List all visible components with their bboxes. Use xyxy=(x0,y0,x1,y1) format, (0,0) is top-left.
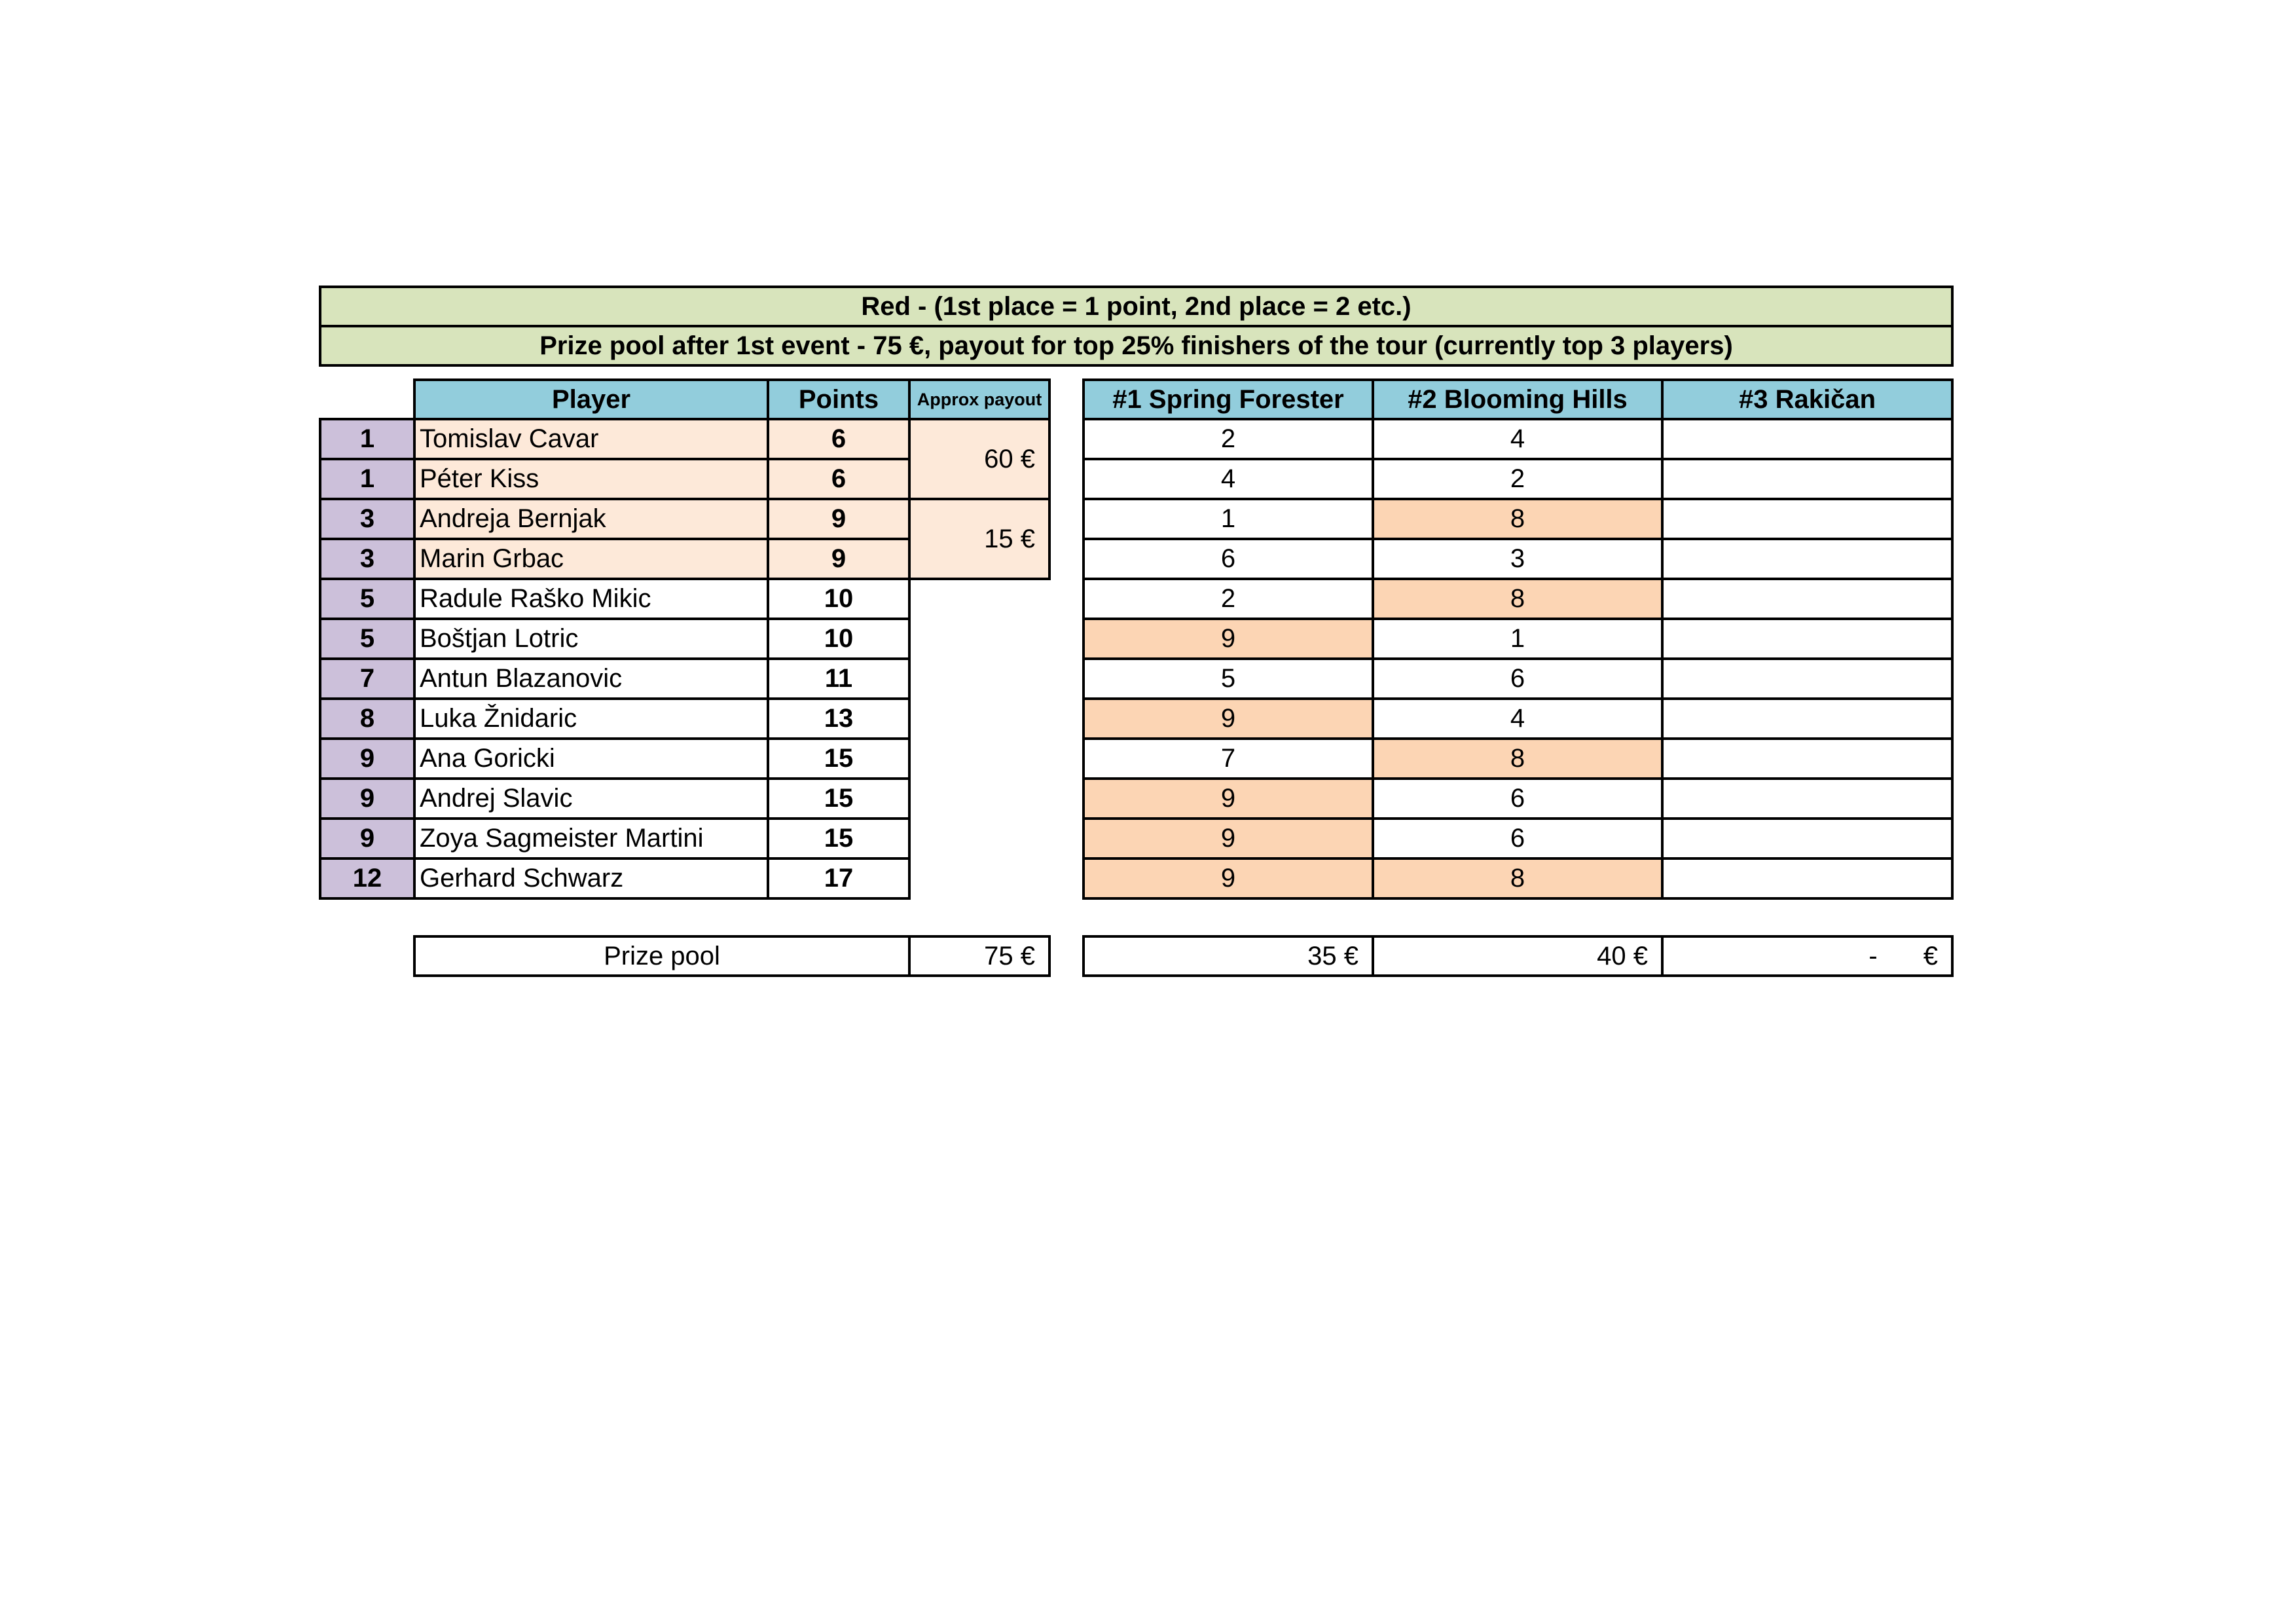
rank-cell: 5 xyxy=(319,578,416,620)
points-cell: 10 xyxy=(767,618,911,660)
prize-pool-banner: Prize pool after 1st event - 75 €, payout for top 25% finishers of the tour (currently top 3 players) xyxy=(319,325,1954,367)
points-cell: 6 xyxy=(767,458,911,500)
event-2-result-cell: 8 xyxy=(1372,498,1664,540)
event-2-result-cell: 3 xyxy=(1372,538,1664,580)
rank-cell: 3 xyxy=(319,498,416,540)
event-3-result-cell xyxy=(1661,578,1954,620)
player-name-cell: Radule Raško Mikic xyxy=(413,578,769,620)
event-2-result-cell: 8 xyxy=(1372,857,1664,900)
event-3-result-cell xyxy=(1661,418,1954,460)
rank-cell: 9 xyxy=(319,737,416,780)
rank-cell: 8 xyxy=(319,697,416,740)
event-1-result-cell: 2 xyxy=(1082,578,1374,620)
event-2-column-header: #2 Blooming Hills xyxy=(1372,378,1664,420)
event-3-result-cell xyxy=(1661,618,1954,660)
rank-cell: 9 xyxy=(319,817,416,860)
event-1-result-cell: 2 xyxy=(1082,418,1374,460)
points-cell: 15 xyxy=(767,817,911,860)
player-name-cell: Zoya Sagmeister Martini xyxy=(413,817,769,860)
rank-cell: 1 xyxy=(319,458,416,500)
rank-cell: 3 xyxy=(319,538,416,580)
event-1-result-cell: 9 xyxy=(1082,618,1374,660)
payout-cell-rank-3: 15 € xyxy=(908,498,1051,580)
event-3-result-cell xyxy=(1661,657,1954,700)
event-1-column-header: #1 Spring Forester xyxy=(1082,378,1374,420)
payout-cell-top-2: 60 € xyxy=(908,418,1051,500)
event-2-result-cell: 4 xyxy=(1372,418,1664,460)
event-2-result-cell: 8 xyxy=(1372,737,1664,780)
rank-cell: 1 xyxy=(319,418,416,460)
event-3-prize-dash: - xyxy=(1868,941,1878,970)
player-column-header: Player xyxy=(413,378,769,420)
points-cell: 17 xyxy=(767,857,911,900)
event-2-result-cell: 6 xyxy=(1372,777,1664,820)
player-name-cell: Péter Kiss xyxy=(413,458,769,500)
points-column-header: Points xyxy=(767,378,911,420)
points-cell: 6 xyxy=(767,418,911,460)
player-name-cell: Antun Blazanovic xyxy=(413,657,769,700)
event-1-result-cell: 6 xyxy=(1082,538,1374,580)
event-3-prize xyxy=(1661,935,1954,977)
event-2-prize: 40 € xyxy=(1372,935,1664,977)
event-1-prize: 35 € xyxy=(1082,935,1374,977)
player-name-cell: Luka Žnidaric xyxy=(413,697,769,740)
player-name-cell: Gerhard Schwarz xyxy=(413,857,769,900)
points-cell: 15 xyxy=(767,737,911,780)
event-2-result-cell: 8 xyxy=(1372,578,1664,620)
points-cell: 15 xyxy=(767,777,911,820)
event-3-result-cell xyxy=(1661,857,1954,900)
player-name-cell: Tomislav Cavar xyxy=(413,418,769,460)
player-name-cell: Andreja Bernjak xyxy=(413,498,769,540)
points-cell: 9 xyxy=(767,498,911,540)
prize-pool-label: Prize pool xyxy=(413,935,911,977)
event-3-prize-currency: € xyxy=(1923,941,1938,970)
event-1-result-cell: 4 xyxy=(1082,458,1374,500)
event-2-result-cell: 1 xyxy=(1372,618,1664,660)
payout-column-header: Approx payout xyxy=(908,378,1051,420)
event-1-result-cell: 7 xyxy=(1082,737,1374,780)
event-1-result-cell: 9 xyxy=(1082,777,1374,820)
event-3-result-cell xyxy=(1661,458,1954,500)
rank-cell: 12 xyxy=(319,857,416,900)
event-3-result-cell xyxy=(1661,737,1954,780)
event-3-column-header: #3 Rakičan xyxy=(1661,378,1954,420)
event-1-result-cell: 9 xyxy=(1082,817,1374,860)
event-3-result-cell xyxy=(1661,817,1954,860)
points-cell: 9 xyxy=(767,538,911,580)
player-name-cell: Ana Goricki xyxy=(413,737,769,780)
rank-cell: 9 xyxy=(319,777,416,820)
event-1-result-cell: 9 xyxy=(1082,857,1374,900)
event-2-result-cell: 4 xyxy=(1372,697,1664,740)
event-3-result-cell xyxy=(1661,538,1954,580)
event-3-result-cell xyxy=(1661,498,1954,540)
event-2-result-cell: 6 xyxy=(1372,817,1664,860)
event-3-result-cell xyxy=(1661,777,1954,820)
player-name-cell: Boštjan Lotric xyxy=(413,618,769,660)
event-1-result-cell: 9 xyxy=(1082,697,1374,740)
event-3-result-cell xyxy=(1661,697,1954,740)
rank-cell: 7 xyxy=(319,657,416,700)
rank-cell: 5 xyxy=(319,618,416,660)
event-2-result-cell: 2 xyxy=(1372,458,1664,500)
event-1-result-cell: 1 xyxy=(1082,498,1374,540)
points-cell: 11 xyxy=(767,657,911,700)
points-cell: 10 xyxy=(767,578,911,620)
prize-pool-total: 75 € xyxy=(908,935,1051,977)
event-2-result-cell: 6 xyxy=(1372,657,1664,700)
title-banner: Red - (1st place = 1 point, 2nd place = 2 etc.) xyxy=(319,286,1954,327)
player-name-cell: Andrej Slavic xyxy=(413,777,769,820)
points-cell: 13 xyxy=(767,697,911,740)
player-name-cell: Marin Grbac xyxy=(413,538,769,580)
event-1-result-cell: 5 xyxy=(1082,657,1374,700)
